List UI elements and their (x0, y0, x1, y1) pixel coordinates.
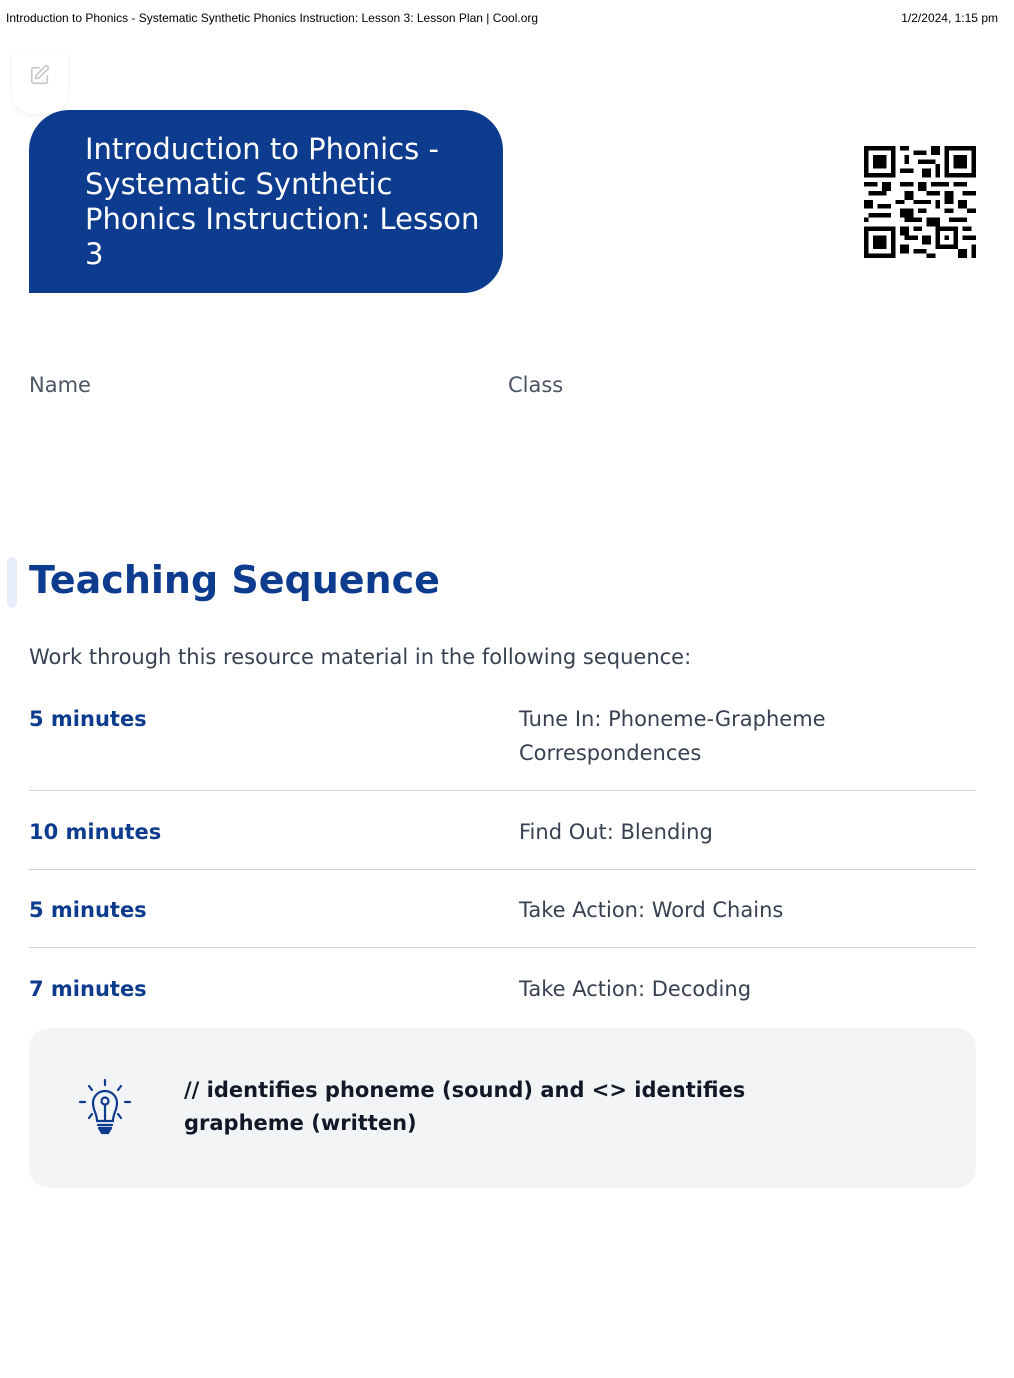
sequence-row (29, 870, 976, 948)
name-field-label: Name (29, 373, 91, 397)
step-activity: Take Action: Word Chains (519, 898, 784, 922)
step-duration: 7 minutes (29, 977, 147, 1001)
tip-callout (29, 1028, 976, 1188)
section-accent-bar (7, 557, 17, 608)
step-duration: 5 minutes (29, 898, 147, 922)
class-field-label: Class (508, 373, 564, 397)
sequence-row (29, 948, 976, 1018)
step-activity: Take Action: Decoding (519, 977, 752, 1001)
step-duration: 10 minutes (29, 820, 162, 844)
teaching-sequence-table (29, 702, 976, 1018)
tip-text: // identifies phoneme (sound) and <> identifies grapheme (written) (184, 1078, 746, 1135)
step-duration: 5 minutes (29, 707, 147, 731)
sequence-row (29, 791, 976, 870)
sequence-row (29, 702, 976, 791)
lesson-title: Introduction to Phonics - Systematic Synthetic Phonics Instruction: Lesson 3 (85, 132, 480, 271)
print-header (0, 0, 1014, 36)
print-date: 1/2/2024, 1:15 pm (901, 11, 998, 25)
lightbulb-icon (75, 1077, 135, 1137)
step-activity: Tune In: Phoneme-Grapheme Correspondences (519, 707, 826, 765)
edit-button[interactable] (12, 50, 68, 114)
step-activity: Find Out: Blending (519, 820, 713, 844)
section-heading: Teaching Sequence (29, 558, 440, 602)
edit-icon (29, 64, 51, 86)
qr-code-icon (864, 146, 976, 258)
title-banner (29, 110, 503, 293)
print-page-title: Introduction to Phonics - Systematic Synthetic Phonics Instruction: Lesson 3: Lesson Plan | Cool.org (6, 11, 539, 25)
sequence-intro: Work through this resource material in the following sequence: (29, 645, 692, 669)
